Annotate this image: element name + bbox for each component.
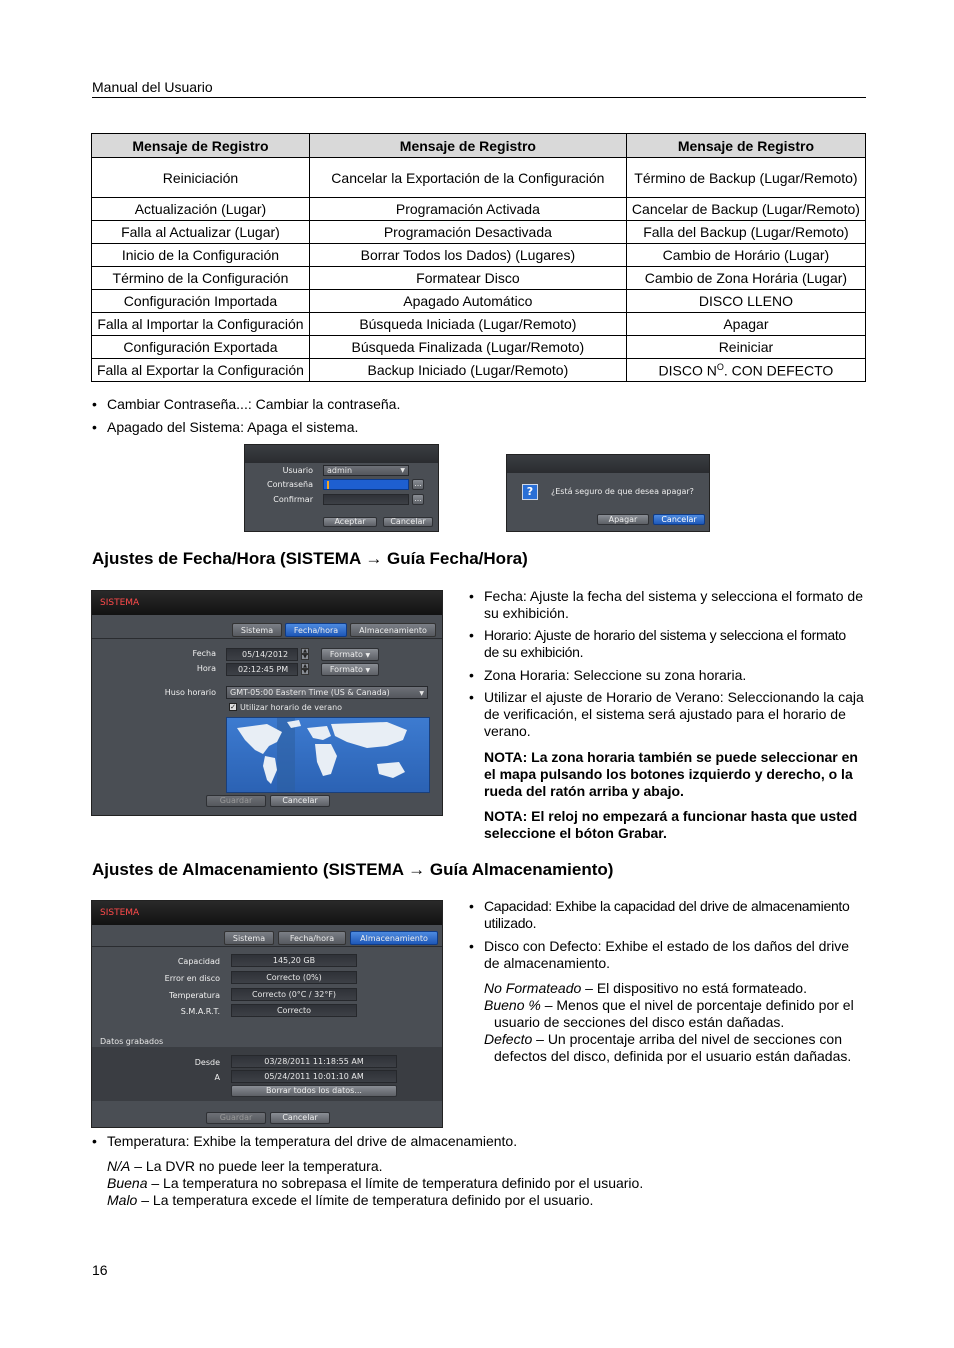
tab-divider bbox=[92, 946, 443, 947]
list-item-text: Capacidad: Exhibe la capacidad del drive de almacenamiento utilizado. bbox=[484, 898, 850, 931]
capacity-label: Capacidad bbox=[177, 957, 220, 966]
shutdown-button[interactable]: Apagar bbox=[597, 514, 649, 525]
datetime-settings-window bbox=[91, 590, 443, 816]
timezone-label: Huso horario bbox=[164, 688, 216, 697]
list-item-text: Zona Horaria: Seleccione su zona horaria. bbox=[484, 667, 747, 683]
capacity-value: 145,20 GB bbox=[231, 954, 357, 967]
note-timezone-map: NOTA: La zona horaria también se puede seleccionar en el mapa pulsando los botones izquierdo y derecho, o la rueda del ratón arriba y abajo. bbox=[484, 749, 858, 799]
cell-superscript: O bbox=[716, 361, 724, 372]
state-description: – La temperatura no sobrepasa el límite de temperatura definido por el usuario. bbox=[147, 1175, 644, 1191]
window-titlebar bbox=[92, 901, 442, 925]
smart-label: S.M.A.R.T. bbox=[180, 1007, 220, 1016]
confirm-message: ¿Está seguro de que desea apagar? bbox=[551, 487, 694, 496]
table-cell: Configuración Exportada bbox=[92, 336, 310, 359]
table-cell: Cancelar la Exportación de la Configuración bbox=[309, 158, 626, 198]
state-item bbox=[107, 1192, 867, 1209]
table-cell: Programación Desactivada bbox=[309, 221, 626, 244]
table-cell: Falla al Exportar la Configuración bbox=[92, 359, 310, 382]
cancel-button[interactable]: Cancelar bbox=[270, 795, 330, 807]
table-cell: Cambio de Zona Horária (Lugar) bbox=[626, 267, 865, 290]
storage-settings-window bbox=[91, 900, 443, 1128]
question-icon: ? bbox=[522, 484, 538, 500]
clear-all-data-button[interactable]: Borrar todos los datos... bbox=[231, 1085, 397, 1097]
table-row bbox=[92, 359, 866, 382]
date-value: 05/14/2012 bbox=[242, 650, 289, 659]
list-item: • Disco con Defecto: Exhibe el estado de los daños del drive de almacenamiento. bbox=[469, 938, 864, 972]
tab-almacenamiento[interactable]: Almacenamiento bbox=[350, 931, 438, 945]
confirm-input[interactable] bbox=[323, 494, 409, 505]
table-row bbox=[92, 336, 866, 359]
user-label: Usuario bbox=[282, 466, 313, 475]
cell-text: . CON DEFECTO bbox=[723, 362, 834, 379]
table-row bbox=[92, 158, 866, 198]
table-cell: Cambio de Horário (Lugar) bbox=[626, 244, 865, 267]
time-format-button[interactable] bbox=[321, 663, 379, 676]
list-item-text: Fecha: Ajuste la fecha del sistema y selecciona el formato de su exhibición. bbox=[484, 588, 863, 621]
list-item: • Temperatura: Exhibe la temperatura del drive de almacenamiento. bbox=[92, 1133, 518, 1149]
list-item: • Capacidad: Exhibe la capacidad del drive de almacenamiento utilizado. bbox=[469, 898, 864, 932]
dst-label: Utilizar horario de verano bbox=[240, 703, 343, 712]
time-label: Hora bbox=[196, 664, 216, 673]
table-cell: Borrar Todos los Dados) (Lugares) bbox=[309, 244, 626, 267]
temperature-value: Correcto (0°C / 32°F) bbox=[231, 988, 357, 1001]
section-heading-storage: Ajustes de Almacenamiento (SISTEMA → Guía Almacenamiento) bbox=[92, 860, 614, 879]
timezone-select[interactable] bbox=[226, 686, 428, 699]
list-item: • Horario: Ajuste de horario del sistema y selecciona el formato de su exhibición. bbox=[469, 627, 864, 661]
table-header: Mensaje de Registro bbox=[309, 134, 626, 158]
world-map-icon bbox=[227, 718, 430, 793]
state-term: Defecto bbox=[484, 1031, 533, 1047]
state-item bbox=[484, 1031, 866, 1065]
chevron-down-icon: ▼ bbox=[365, 667, 371, 674]
table-cell: Reiniciación bbox=[92, 158, 310, 198]
list-item-text: Cambiar Contraseña...: Cambiar la contraseña. bbox=[107, 396, 401, 412]
table-row bbox=[92, 198, 866, 221]
time-value: 02:12:45 PM bbox=[238, 665, 289, 674]
save-button[interactable]: Guardar bbox=[206, 795, 266, 807]
table-cell bbox=[626, 359, 865, 382]
user-value: admin bbox=[327, 466, 353, 475]
list-item-text: Utilizar el ajuste de Horario de Verano: Seleccionando la caja de verificación, el sistema será ajustado para el horario de verano. bbox=[484, 689, 864, 739]
page-header: Manual del Usuario bbox=[92, 79, 213, 95]
list-item: • Fecha: Ajuste la fecha del sistema y selecciona el formato de su exhibición. bbox=[469, 588, 863, 621]
tab-fecha-hora[interactable]: Fecha/hora bbox=[285, 623, 347, 637]
table-cell: Búsqueda Iniciada (Lugar/Remoto) bbox=[309, 313, 626, 336]
cancel-button[interactable]: Cancelar bbox=[653, 514, 705, 525]
list-item: • Apagado del Sistema: Apaga el sistema. bbox=[92, 419, 359, 435]
smart-value: Correcto bbox=[231, 1004, 357, 1017]
list-item: • Zona Horaria: Seleccione su zona horaria. bbox=[469, 667, 864, 684]
window-title: SISTEMA bbox=[100, 598, 140, 608]
table-header: Mensaje de Registro bbox=[626, 134, 865, 158]
dialog-titlebar bbox=[245, 445, 438, 463]
format-label: Formato bbox=[329, 650, 363, 659]
tab-sistema[interactable]: Sistema bbox=[224, 931, 274, 945]
table-cell: Programación Activada bbox=[309, 198, 626, 221]
temperature-state-list bbox=[107, 1158, 867, 1209]
chevron-up-icon[interactable]: ▲ bbox=[301, 648, 309, 654]
table-cell: Falla al Actualizar (Lugar) bbox=[92, 221, 310, 244]
tab-divider bbox=[92, 638, 443, 639]
table-cell: Apagar bbox=[626, 313, 865, 336]
dst-checkbox[interactable]: ✓ bbox=[230, 703, 236, 711]
table-cell: Actualización (Lugar) bbox=[92, 198, 310, 221]
disk-error-label: Error en disco bbox=[164, 974, 220, 983]
table-cell: Término de Backup (Lugar/Remoto) bbox=[626, 158, 865, 198]
password-more-button[interactable]: ... bbox=[412, 479, 424, 490]
date-label: Fecha bbox=[192, 649, 216, 658]
from-label: Desde bbox=[194, 1058, 220, 1067]
state-description: – Un procentaje arriba del nivel de secciones con defectos del disco, definida por el usuario están dañadas. bbox=[494, 1031, 852, 1064]
user-select[interactable] bbox=[323, 465, 409, 476]
table-body bbox=[92, 158, 866, 382]
table-cell: Falla del Backup (Lugar/Remoto) bbox=[626, 221, 865, 244]
state-term: Buena bbox=[107, 1175, 148, 1191]
table-row bbox=[92, 221, 866, 244]
table-row bbox=[92, 313, 866, 336]
list-item-text: Temperatura: Exhibe la temperatura del drive de almacenamiento. bbox=[107, 1133, 518, 1149]
table-cell: Búsqueda Finalizada (Lugar/Remoto) bbox=[309, 336, 626, 359]
table-cell: DISCO LLENO bbox=[626, 290, 865, 313]
note-clock: NOTA: El reloj no empezará a funcionar hasta que usted seleccione el bóton Grabar. bbox=[484, 808, 858, 841]
tab-almacenamiento[interactable]: Almacenamiento bbox=[350, 623, 436, 637]
table-header: Mensaje de Registro bbox=[92, 134, 310, 158]
state-term: Malo bbox=[107, 1192, 138, 1208]
list-item-text: Disco con Defecto: Exhibe el estado de los daños del drive de almacenamiento. bbox=[484, 938, 849, 971]
table-cell: Configuración Importada bbox=[92, 290, 310, 313]
window-titlebar bbox=[92, 591, 442, 615]
table-cell: Inicio de la Configuración bbox=[92, 244, 310, 267]
state-description: – Menos que el nivel de porcentaje definido por el usuario de secciones del disco están dañadas. bbox=[494, 997, 854, 1030]
defect-state-list bbox=[484, 980, 866, 1065]
list-item-text: Horario: Ajuste de horario del sistema y selecciona el formato de su exhibición. bbox=[484, 627, 846, 660]
list-item: • Utilizar el ajuste de Horario de Verano: Seleccionando la caja de verificación, el sistema será ajustado para el horario de verano. bbox=[469, 689, 864, 739]
state-term: Bueno % bbox=[484, 997, 541, 1013]
to-value: 05/24/2011 10:01:10 AM bbox=[231, 1070, 397, 1083]
chevron-down-icon[interactable]: ▼ bbox=[301, 669, 309, 675]
state-description: – El dispositivo no está formateado. bbox=[581, 980, 807, 996]
state-description: – La DVR no puede leer la temperatura. bbox=[130, 1158, 383, 1174]
password-dialog bbox=[244, 444, 439, 532]
state-term: No Formateado bbox=[484, 980, 582, 996]
disk-error-value: Correcto (0%) bbox=[231, 971, 357, 984]
state-item bbox=[107, 1175, 867, 1192]
table-cell: Apagado Automático bbox=[309, 290, 626, 313]
state-item bbox=[484, 980, 866, 997]
list-item: • Cambiar Contraseña...: Cambiar la contraseña. bbox=[92, 396, 401, 412]
state-term: N/A bbox=[107, 1158, 131, 1174]
temperature-label: Temperatura bbox=[169, 991, 220, 1000]
save-button[interactable]: Guardar bbox=[206, 1112, 266, 1124]
chevron-down-icon: ▼ bbox=[400, 467, 405, 474]
tab-sistema[interactable]: Sistema bbox=[232, 623, 282, 637]
shutdown-dialog bbox=[506, 454, 710, 532]
to-label: A bbox=[214, 1073, 220, 1082]
table-cell: Falla al Importar la Configuración bbox=[92, 313, 310, 336]
table-row bbox=[92, 290, 866, 313]
password-input[interactable] bbox=[323, 479, 409, 490]
cancel-button[interactable]: Cancelar bbox=[270, 1112, 330, 1124]
time-stepper[interactable] bbox=[301, 663, 309, 676]
password-label: Contraseña bbox=[267, 480, 313, 489]
state-item bbox=[107, 1158, 867, 1175]
date-input[interactable] bbox=[226, 648, 298, 661]
page-number: 16 bbox=[92, 1262, 108, 1278]
chevron-down-icon[interactable]: ▼ bbox=[301, 654, 309, 660]
text-cursor bbox=[327, 481, 329, 489]
state-description: – La temperatura excede el límite de temperatura definido por el usuario. bbox=[137, 1192, 594, 1208]
window-title: SISTEMA bbox=[100, 908, 140, 918]
table-row bbox=[92, 267, 866, 290]
recorded-data-label: Datos grabados bbox=[100, 1037, 164, 1046]
dialog-titlebar bbox=[507, 455, 709, 473]
accept-button[interactable]: Aceptar bbox=[323, 517, 377, 527]
confirm-label: Confirmar bbox=[273, 495, 313, 504]
list-item-text: Apagado del Sistema: Apaga el sistema. bbox=[107, 419, 359, 435]
date-format-button[interactable] bbox=[321, 648, 379, 661]
chevron-down-icon: ▼ bbox=[419, 690, 424, 697]
time-input[interactable] bbox=[226, 663, 298, 676]
tab-fecha-hora[interactable]: Fecha/hora bbox=[278, 931, 346, 945]
from-value: 03/28/2011 11:18:55 AM bbox=[231, 1055, 397, 1068]
date-stepper[interactable] bbox=[301, 648, 309, 661]
log-message-table bbox=[91, 133, 866, 382]
table-cell: Formatear Disco bbox=[309, 267, 626, 290]
timezone-value: GMT-05:00 Eastern Time (US & Canada) bbox=[230, 688, 390, 697]
table-cell: Término de la Configuración bbox=[92, 267, 310, 290]
section-heading-datetime: Ajustes de Fecha/Hora (SISTEMA → Guía Fecha/Hora) bbox=[92, 549, 528, 568]
table-row bbox=[92, 244, 866, 267]
cancel-button[interactable]: Cancelar bbox=[383, 517, 433, 527]
table-cell: Backup Iniciado (Lugar/Remoto) bbox=[309, 359, 626, 382]
state-item bbox=[484, 997, 866, 1031]
timezone-world-map[interactable] bbox=[226, 717, 430, 793]
cell-text: DISCO N bbox=[658, 362, 717, 379]
header-rule bbox=[92, 97, 866, 98]
table-cell: Reiniciar bbox=[626, 336, 865, 359]
confirm-more-button[interactable]: ... bbox=[412, 494, 424, 505]
chevron-up-icon[interactable]: ▲ bbox=[301, 663, 309, 669]
format-label: Formato bbox=[329, 665, 363, 674]
chevron-down-icon: ▼ bbox=[365, 652, 371, 659]
table-cell: Cancelar de Backup (Lugar/Remoto) bbox=[626, 198, 865, 221]
